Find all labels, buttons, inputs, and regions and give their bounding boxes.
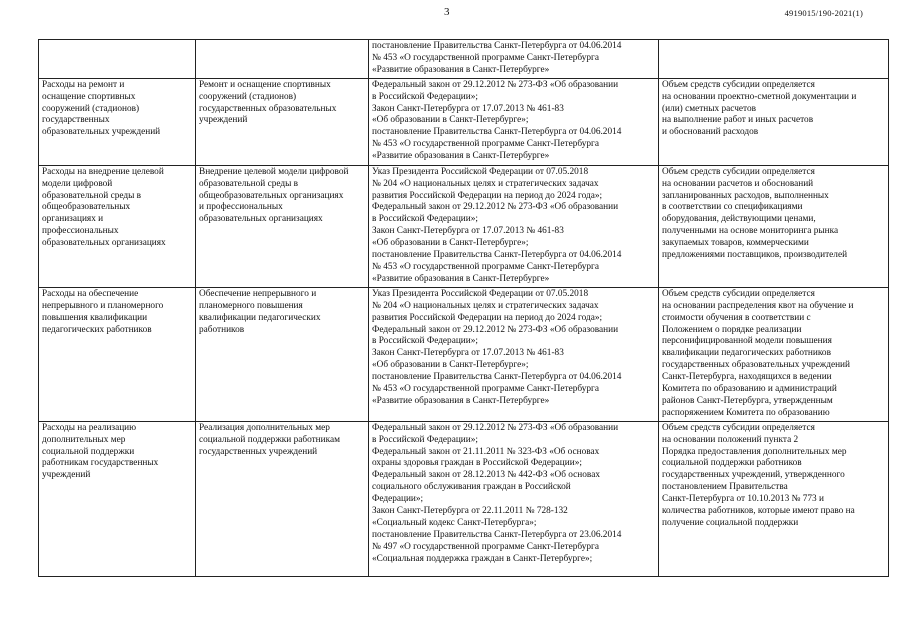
- cell-text-line: «Социальный кодекс Санкт-Петербурга»;: [372, 518, 537, 528]
- cell-text-line: предложениями поставщиков, производителей: [662, 250, 848, 261]
- calculation-method-cell: [659, 40, 889, 79]
- cell-text-line: № 453 «О государственной программе Санкт-Петербурга: [372, 139, 599, 150]
- cell-text-line: «Социальная поддержка граждан в Санкт-Петербурге»;: [372, 553, 593, 564]
- cell-text-line: Порядка предоставления дополнительных мер: [662, 446, 847, 457]
- cell-text-line: на основании распределения квот на обучение и: [662, 300, 854, 311]
- cell-text-line: № 453 «О государственной программе Санкт-Петербурга: [372, 52, 599, 63]
- cell-text-line: в Российской Федерации»;: [372, 214, 478, 225]
- cell-text-line: Указ Президента Российской Федерации от 07.05.2018: [372, 288, 589, 299]
- cell-text-line: модели цифровой: [42, 178, 113, 189]
- subsidy-table: [38, 39, 889, 577]
- cell-text-line: Расходы на реализацию: [42, 422, 137, 433]
- cell-text-line: Расходы на внедрение целевой: [42, 166, 164, 177]
- cell-text-line: «Развитие образования в Санкт-Петербурге»: [372, 151, 550, 162]
- cell-text-line: Положением о порядке реализации: [662, 324, 802, 335]
- cell-text-line: и обоснований расходов: [662, 127, 759, 138]
- cell-text-line: Закон Санкт-Петербурга от 22.11.2011 № 728-132: [372, 506, 568, 517]
- cell-text-line: государственных: [42, 115, 110, 126]
- expense-name-cell: [39, 421, 196, 576]
- legal-basis-cell: [369, 165, 659, 287]
- cell-text-line: Реализация дополнительных мер: [199, 422, 330, 433]
- cell-text-line: постановление Правительства Санкт-Петербурга от 04.06.2014: [372, 372, 622, 383]
- cell-text-line: сооружений (стадионов): [199, 91, 297, 102]
- cell-text-line: на основании положений пункта 2: [662, 434, 799, 445]
- cell-text-line: на основании проектно-сметной документации и: [662, 91, 857, 102]
- cell-text-line: «Об образовании в Санкт-Петербурге»;: [372, 360, 529, 371]
- cell-text-line: Закон Санкт-Петербурга от 17.07.2013 № 461-83: [372, 103, 564, 114]
- cell-text-line: организациях и: [42, 214, 104, 225]
- cell-text-line: социальной поддержки: [42, 446, 135, 457]
- legal-basis-cell: [369, 78, 659, 165]
- cell-text-line: № 453 «О государственной программе Санкт-Петербурга: [372, 261, 599, 272]
- expense-name-cell: [39, 40, 196, 79]
- table-row: [39, 287, 889, 421]
- calculation-method-cell: [659, 78, 889, 165]
- cell-text-line: Закон Санкт-Петербурга от 17.07.2013 № 461-83: [372, 226, 564, 237]
- cell-text-line: Объем средств субсидии определяется: [662, 79, 815, 90]
- cell-text-line: Комитета по образованию и администраций: [662, 384, 837, 395]
- cell-text-line: оборудования, действующими ценами,: [662, 214, 816, 225]
- cell-text-line: Объем средств субсидии определяется: [662, 166, 815, 177]
- purpose-cell: [196, 421, 369, 576]
- cell-text-line: дополнительных мер: [42, 434, 126, 445]
- cell-text-line: образовательных организациях: [42, 238, 166, 249]
- cell-text-line: Федеральный закон от 29.12.2012 № 273-ФЗ «Об образовании: [372, 422, 619, 433]
- cell-text-line: в Российской Федерации»;: [372, 336, 478, 347]
- cell-text-line: «Развитие образования в Санкт-Петербурге»: [372, 395, 550, 406]
- page-number: 3: [444, 6, 450, 18]
- cell-text-line: работников: [199, 324, 245, 335]
- cell-text-line: постановление Правительства Санкт-Петербурга от 04.06.2014: [372, 41, 622, 51]
- cell-text-line: № 497 «О государственной программе Санкт-Петербурга: [372, 541, 599, 552]
- table-row: [39, 165, 889, 287]
- cell-text-line: «Об образовании в Санкт-Петербурге»;: [372, 238, 529, 249]
- cell-text-line: стоимости обучения в соответствии с: [662, 312, 811, 323]
- cell-text-line: полученными на основе мониторинга рынка: [662, 226, 839, 237]
- cell-text-line: общеобразовательных: [42, 202, 131, 213]
- cell-text-line: государственных образовательных: [199, 103, 337, 114]
- cell-text-line: образовательной среды в: [42, 190, 142, 201]
- cell-text-line: получение социальной поддержки: [662, 518, 799, 528]
- cell-text-line: (или) сметных расчетов: [662, 103, 756, 114]
- cell-text-line: количества работников, которые имеют право на: [662, 506, 855, 517]
- cell-text-line: Федеральный закон от 29.12.2012 № 273-ФЗ «Об образовании: [372, 324, 619, 335]
- calculation-method-cell: [659, 287, 889, 421]
- cell-text-line: сооружений (стадионов): [42, 103, 140, 114]
- cell-text-line: Расходы на обеспечение: [42, 288, 139, 299]
- cell-text-line: педагогических работников: [42, 324, 152, 335]
- legal-basis-cell: [369, 421, 659, 576]
- expense-name-cell: [39, 287, 196, 421]
- legal-basis-cell: [369, 40, 659, 79]
- cell-text-line: постановление Правительства Санкт-Петербурга от 04.06.2014: [372, 127, 622, 138]
- cell-text-line: постановление Правительства Санкт-Петербурга от 23.06.2014: [372, 529, 622, 540]
- cell-text-line: распоряжением Комитета по образованию: [662, 407, 830, 418]
- cell-text-line: постановление Правительства Санкт-Петербурга от 04.06.2014: [372, 250, 622, 261]
- cell-text-line: социального обслуживания граждан в Российской: [372, 482, 571, 493]
- cell-text-line: планомерного повышения: [199, 300, 303, 311]
- cell-text-line: образовательной среды в: [199, 178, 299, 189]
- cell-text-line: общеобразовательных организациях: [199, 190, 344, 201]
- cell-text-line: в Российской Федерации»;: [372, 91, 478, 102]
- cell-text-line: квалификации педагогических работников: [662, 348, 831, 359]
- cell-text-line: работникам государственных: [42, 458, 159, 469]
- cell-text-line: «Развитие образования в Санкт-Петербурге»: [372, 273, 550, 284]
- cell-text-line: закупаемых товаров, коммерческими: [662, 238, 809, 249]
- cell-text-line: Федеральный закон от 21.11.2011 № 323-ФЗ «Об основах: [372, 446, 600, 457]
- cell-text-line: персонифицированной модели повышения: [662, 336, 832, 347]
- cell-text-line: Закон Санкт-Петербурга от 17.07.2013 № 461-83: [372, 348, 564, 359]
- cell-text-line: Санкт-Петербурга от 10.10.2013 № 773 и: [662, 494, 824, 505]
- cell-text-line: районов Санкт-Петербурга, утвержденным: [662, 395, 833, 406]
- cell-text-line: Объем средств субсидии определяется: [662, 422, 815, 433]
- cell-text-line: постановлением Правительства: [662, 482, 788, 493]
- cell-text-line: государственных образовательных учреждений: [662, 360, 850, 371]
- cell-text-line: № 204 «О национальных целях и стратегических задачах: [372, 300, 599, 311]
- cell-text-line: Внедрение целевой модели цифровой: [199, 166, 349, 177]
- cell-text-line: повышения квалификации: [42, 312, 148, 323]
- cell-text-line: квалификации педагогических: [199, 312, 321, 323]
- cell-text-line: Санкт-Петербурга, находящихся в ведении: [662, 372, 832, 383]
- cell-text-line: «Об образовании в Санкт-Петербурге»;: [372, 115, 529, 126]
- cell-text-line: Федеральный закон от 29.12.2012 № 273-ФЗ «Об образовании: [372, 79, 619, 90]
- table-row: [39, 40, 889, 79]
- cell-text-line: «Развитие образования в Санкт-Петербурге»: [372, 64, 550, 75]
- cell-text-line: Обеспечение непрерывного и: [199, 288, 317, 299]
- cell-text-line: учреждений: [199, 115, 248, 126]
- cell-text-line: развития Российской Федерации на период до 2024 года»;: [372, 312, 603, 323]
- cell-text-line: профессиональных: [42, 226, 119, 237]
- cell-text-line: на основании расчетов и обоснований: [662, 178, 814, 189]
- cell-text-line: и профессиональных: [199, 202, 283, 213]
- cell-text-line: Ремонт и оснащение спортивных: [199, 79, 331, 90]
- cell-text-line: Указ Президента Российской Федерации от 07.05.2018: [372, 166, 589, 177]
- cell-text-line: социальной поддержки работникам: [199, 434, 340, 445]
- purpose-cell: [196, 40, 369, 79]
- expense-name-cell: [39, 165, 196, 287]
- cell-text-line: Федеральный закон от 29.12.2012 № 273-ФЗ «Об образовании: [372, 202, 619, 213]
- cell-text-line: в соответствии со спецификациями: [662, 202, 803, 213]
- cell-text-line: Расходы на ремонт и: [42, 79, 125, 90]
- cell-text-line: № 453 «О государственной программе Санкт-Петербурга: [372, 384, 599, 395]
- purpose-cell: [196, 165, 369, 287]
- cell-text-line: № 204 «О национальных целях и стратегических задачах: [372, 178, 599, 189]
- purpose-cell: [196, 78, 369, 165]
- cell-text-line: социальной поддержки работников: [662, 458, 802, 469]
- cell-text-line: Федеральный закон от 28.12.2013 № 442-ФЗ «Об основах: [372, 470, 600, 481]
- cell-text-line: охраны здоровья граждан в Российской Федерации»;: [372, 458, 582, 469]
- cell-text-line: на выполнение работ и иных расчетов: [662, 115, 814, 126]
- table-row: [39, 78, 889, 165]
- cell-text-line: государственных учреждений, утвержденного: [662, 470, 845, 481]
- cell-text-line: Объем средств субсидии определяется: [662, 288, 815, 299]
- cell-text-line: государственных учреждений: [199, 446, 318, 457]
- cell-text-line: учреждений: [42, 470, 91, 481]
- legal-basis-cell: [369, 287, 659, 421]
- cell-text-line: оснащение спортивных: [42, 91, 136, 102]
- calculation-method-cell: [659, 421, 889, 576]
- document-id: 4919015/190-2021(1): [784, 8, 863, 18]
- cell-text-line: образовательных организациях: [199, 214, 323, 225]
- expense-name-cell: [39, 78, 196, 165]
- calculation-method-cell: [659, 165, 889, 287]
- cell-text-line: развития Российской Федерации на период до 2024 года»;: [372, 190, 603, 201]
- cell-text-line: образовательных учреждений: [42, 127, 161, 138]
- purpose-cell: [196, 287, 369, 421]
- cell-text-line: непрерывного и планомерного: [42, 300, 164, 311]
- cell-text-line: Федерации»;: [372, 494, 424, 505]
- table-row: [39, 421, 889, 576]
- cell-text-line: запланированных расходов, выполненных: [662, 190, 829, 201]
- cell-text-line: в Российской Федерации»;: [372, 434, 478, 445]
